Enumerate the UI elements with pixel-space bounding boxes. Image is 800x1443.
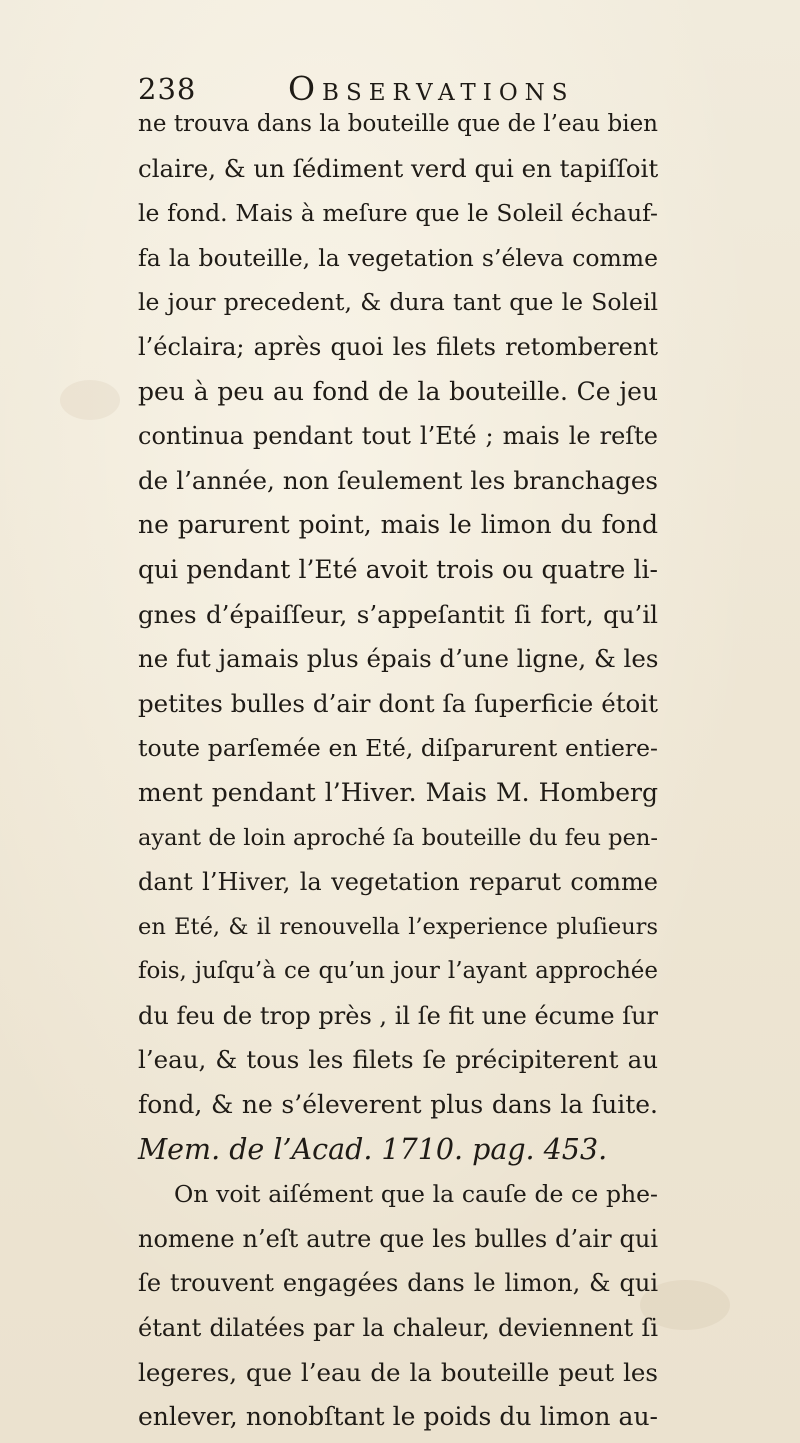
citation-line: Mem. de l’Acad. 1710. pag. 453. (138, 1132, 608, 1166)
paragraph-first-line: On voit aiſément que la cauſe de ce phe- (174, 1180, 658, 1209)
text-line: étant dilatées par la chaleur, deviennent ſi (138, 1314, 658, 1343)
text-line: le fond. Mais à meſure que le Soleil échauf- (138, 199, 658, 228)
text-line: fond, & ne s’éleverent plus dans la ſuite. (138, 1090, 658, 1120)
text-line: nomene n’eſt autre que les bulles d’air qui (138, 1224, 658, 1253)
text-line: de l’année, non ſeulement les branchages (138, 465, 658, 495)
text-line: qui pendant l’Eté avoit trois ou quatre li- (138, 554, 658, 584)
text-line: enlever, nonobſtant le poids du limon au- (138, 1402, 658, 1432)
text-line: ne parurent point, mais le limon du fond (138, 510, 658, 540)
text-line: gnes d’épaiſſeur, s’appeſantit ſi fort, qu’il (138, 599, 658, 629)
text-line: fa la bouteille, la vegetation s’éleva comme (138, 243, 658, 272)
text-line: dant l’Hiver, la vegetation reparut comme (138, 868, 658, 897)
text-line: petites bulles d’air dont ſa ſuperficie étoit (138, 688, 658, 718)
paper-stain (60, 380, 120, 420)
text-line: continua pendant tout l’Eté ; mais le reſte (138, 422, 658, 451)
text-line: fois, juſqu’à ce qu’un jour l’ayant approchée (138, 958, 658, 985)
text-line: ne trouva dans la bouteille que de l’eau bien (138, 111, 658, 137)
text-line: ment pendant l’Hiver. Mais M. Homberg (138, 777, 658, 807)
text-line: du feu de trop près , il ſe fit une écume ſur (138, 1001, 658, 1030)
text-line: le jour precedent, & dura tant que le Soleil (138, 288, 658, 317)
text-line: ayant de loin aproché ſa bouteille du feu pen- (138, 824, 658, 851)
text-line: en Eté, & il renouvella l’experience pluſieurs (138, 913, 658, 940)
text-line: peu à peu au fond de la bouteille. Ce jeu (138, 376, 658, 406)
text-line: toute parſemée en Eté, diſparurent entiere- (138, 734, 658, 763)
text-line: l’eau, & tous les filets ſe précipiterent au (138, 1045, 658, 1075)
text-line: ſe trouvent engagées dans le limon, & qui (138, 1269, 658, 1298)
text-line: l’éclaira; après quoi les filets retomberent (138, 332, 658, 361)
running-title: Observations (288, 69, 575, 108)
text-line: claire, & un ſédiment verd qui en tapiſſoit (138, 153, 659, 183)
body-text (138, 102, 658, 1440)
text-line: ne fut jamais plus épais d’une ligne, & les (138, 644, 659, 674)
page-number: 238 (138, 72, 197, 106)
text-line: legeres, que l’eau de la bouteille peut les (138, 1357, 658, 1387)
